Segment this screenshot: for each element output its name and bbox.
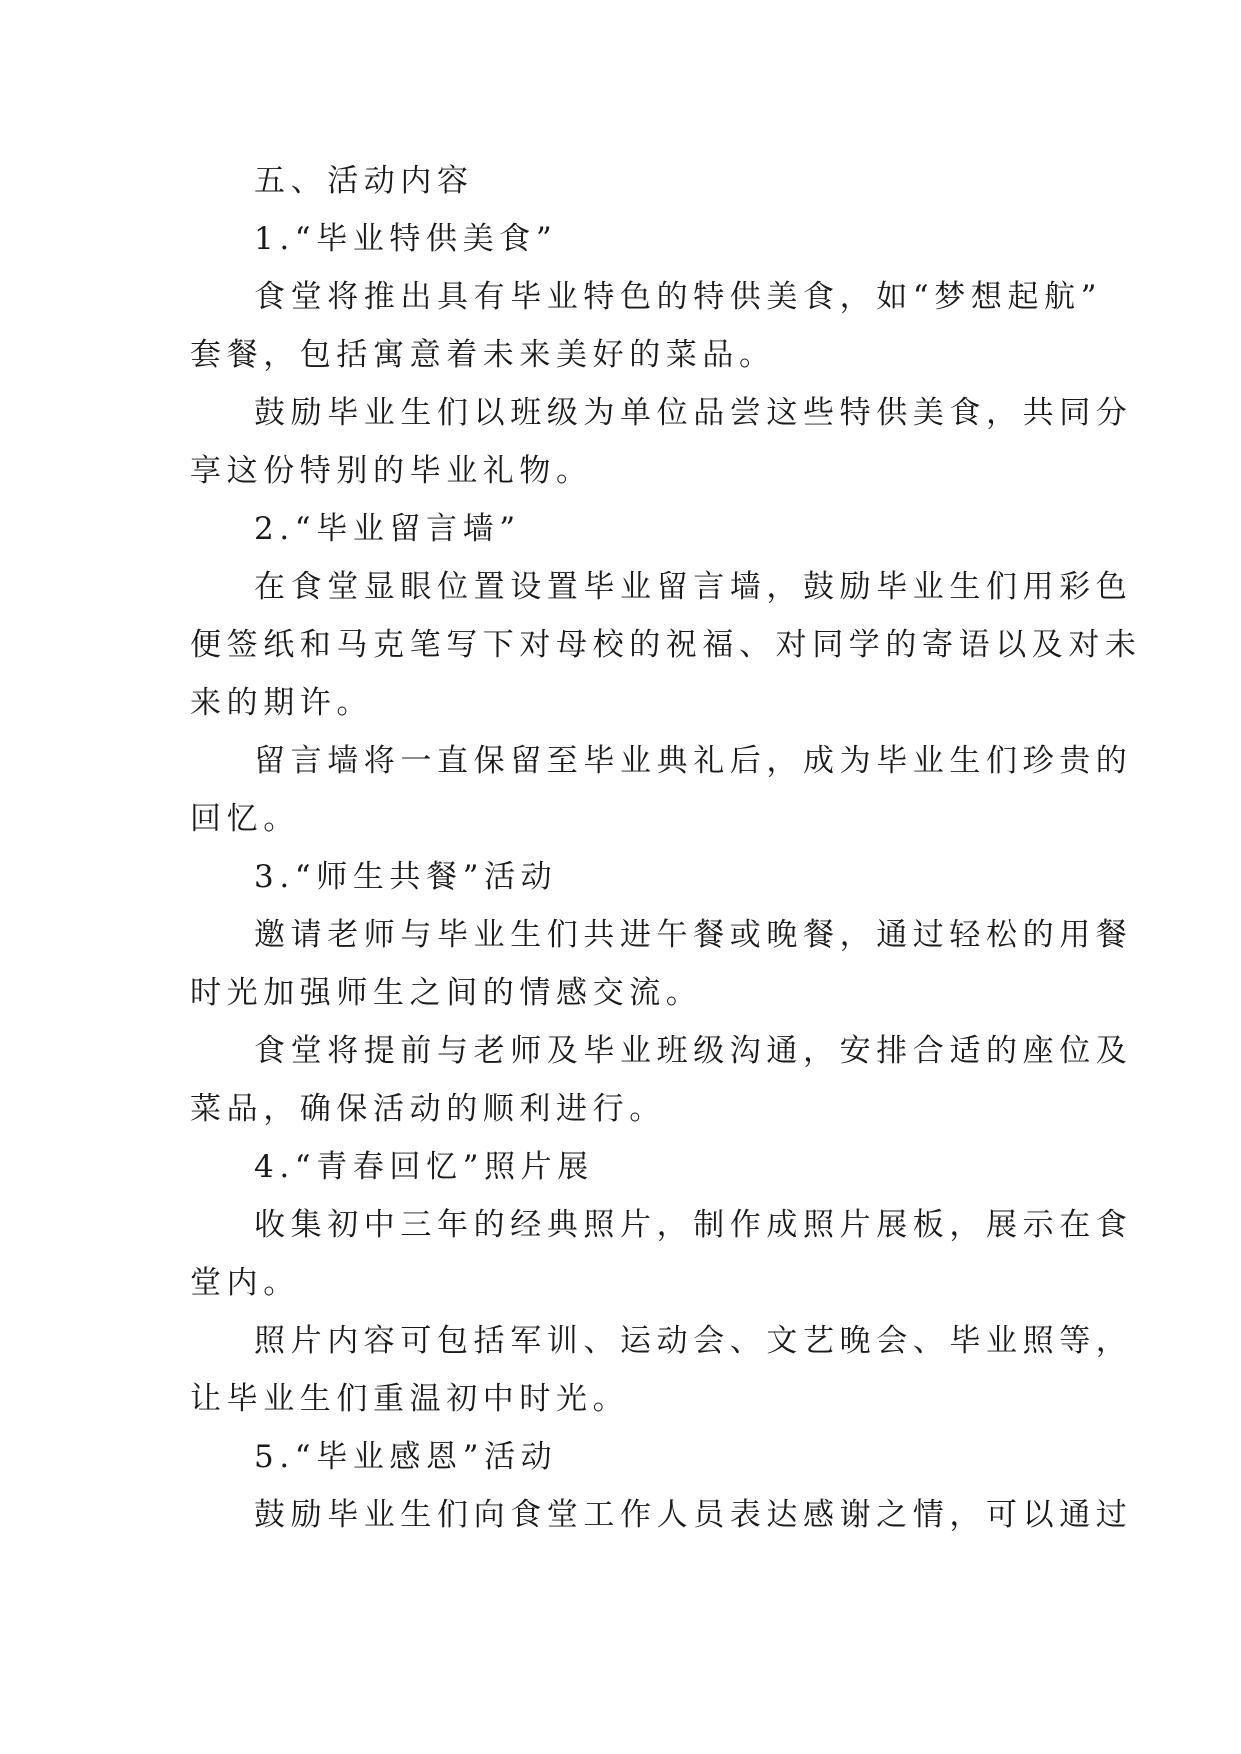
paragraph-line: 菜品，确保活动的顺利进行。 [190, 1091, 666, 1127]
paragraph-line: 套餐，包括寓意着未来美好的菜品。 [190, 337, 776, 373]
document-page [190, 152, 1142, 1544]
item-heading-1: 1.“毕业特供美食” [254, 221, 558, 257]
paragraph-line: 在食堂显眼位置设置毕业留言墙，鼓励毕业生们用彩色 [254, 569, 1133, 605]
paragraph-line: 来的期许。 [190, 685, 373, 721]
item-heading-4: 4.“青春回忆”照片展 [254, 1149, 594, 1185]
item-heading-3: 3.“师生共餐”活动 [254, 859, 558, 895]
paragraph-line: 享这份特别的毕业礼物。 [190, 453, 593, 489]
item-heading-2: 2.“毕业留言墙” [254, 511, 521, 547]
paragraph-line: 食堂将提前与老师及毕业班级沟通，安排合适的座位及 [254, 1033, 1133, 1069]
paragraph-line: 让毕业生们重温初中时光。 [190, 1381, 630, 1417]
paragraph-line: 邀请老师与毕业生们共进午餐或晚餐，通过轻松的用餐 [254, 917, 1133, 953]
paragraph-line: 留言墙将一直保留至毕业典礼后，成为毕业生们珍贵的 [254, 743, 1133, 779]
item-heading-5: 5.“毕业感恩”活动 [254, 1439, 558, 1475]
paragraph-line: 回忆。 [190, 801, 300, 837]
paragraph-line: 食堂将推出具有毕业特色的特供美食，如“梦想起航” [254, 279, 1103, 315]
paragraph-line: 鼓励毕业生们向食堂工作人员表达感谢之情，可以通过 [254, 1497, 1133, 1533]
paragraph-line: 时光加强师生之间的情感交流。 [190, 975, 703, 1011]
section-heading: 五、活动内容 [254, 163, 474, 199]
paragraph-line: 堂内。 [190, 1265, 300, 1301]
paragraph-line: 收集初中三年的经典照片，制作成照片展板，展示在食 [254, 1207, 1133, 1243]
paragraph-line: 鼓励毕业生们以班级为单位品尝这些特供美食，共同分 [254, 395, 1133, 431]
paragraph-line: 照片内容可包括军训、运动会、文艺晚会、毕业照等， [254, 1323, 1133, 1359]
paragraph-line: 便签纸和马克笔写下对母校的祝福、对同学的寄语以及对未 [190, 627, 1142, 663]
